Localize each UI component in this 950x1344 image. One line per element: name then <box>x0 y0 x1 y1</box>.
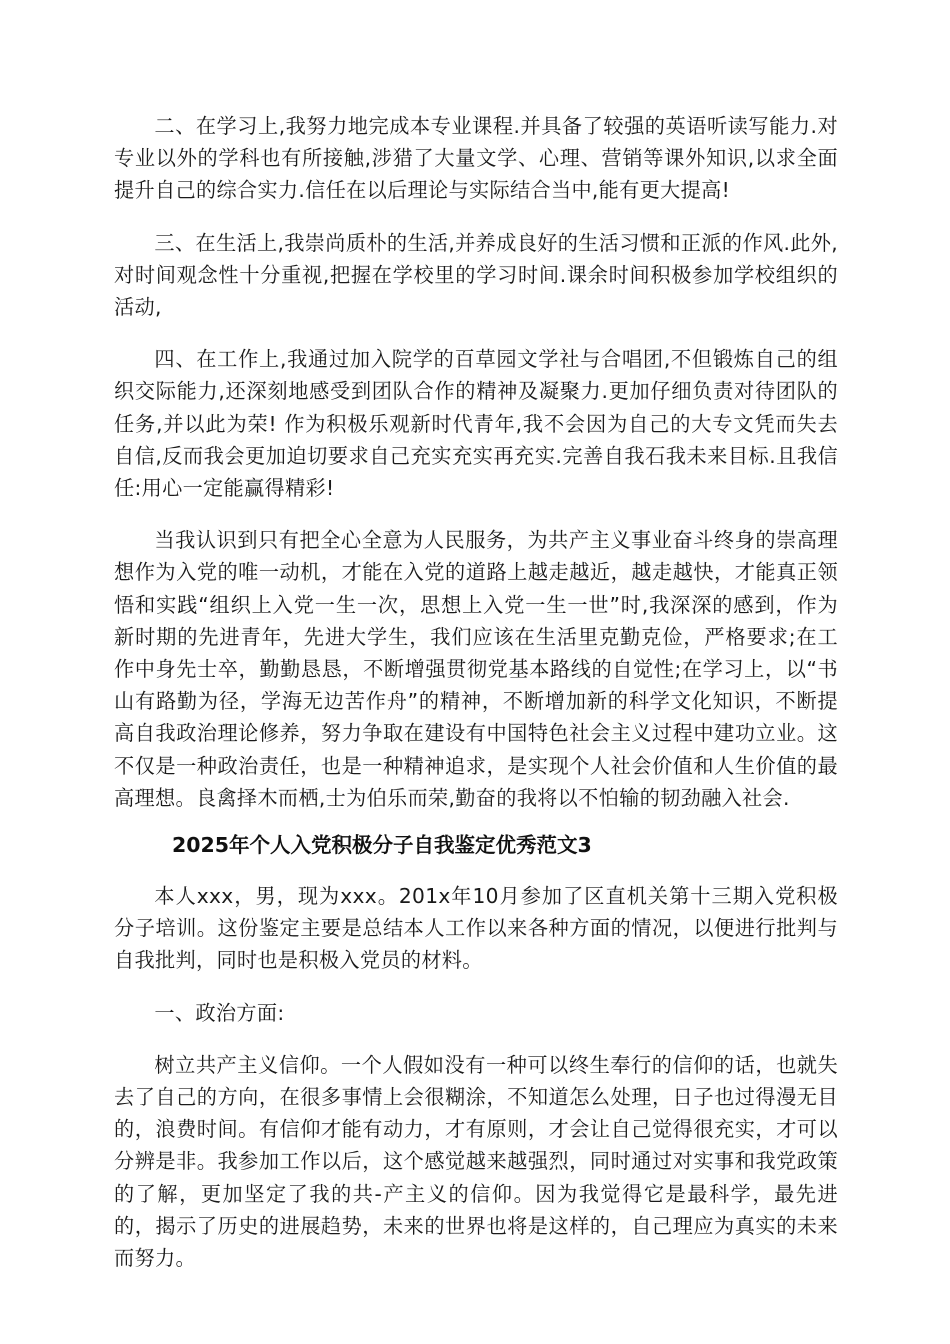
paragraph-work: 四、在工作上,我通过加入院学的百草园文学社与合唱团,不但锻炼自己的组织交际能力,还深刻地感受到团队合作的精神及凝聚力.更加仔细负责对待团队的任务,并以此为荣! 作为积极乐观新时代青年,我不会因为自己的大专文凭而失去自信,反而我会更加迫切要求自己充实充实再充实.完善自我石我未来目标.且我信任:用心一定能赢得精彩! <box>114 347 838 501</box>
document-page <box>114 110 838 1274</box>
paragraph-belief: 树立共产主义信仰。一个人假如没有一种可以终生奉行的信仰的话，也就失去了自己的方向，在很多事情上会很糊涂，不知道怎么处理，日子也过得漫无目的，浪费时间。有信仰才能有动力，才有原则，才会让自己觉得很充实，才可以分辨是非。我参加工作以后，这个感觉越来越强烈，同时通过对实事和我党政策的了解，更加坚定了我的共-产主义的信仰。因为我觉得它是最科学，最先进的，揭示了历史的进展趋势，未来的世界也将是这样的，自己理应为真实的未来而努力。 <box>114 1052 838 1271</box>
paragraph-life: 三、在生活上,我崇尚质朴的生活,并养成良好的生活习惯和正派的作风.此外,对时间观念性十分重视,把握在学校里的学习时间.课余时间积极参加学校组织的活动, <box>114 230 838 320</box>
paragraph-party-motivation: 当我认识到只有把全心全意为人民服务，为共产主义事业奋斗终身的崇高理想作为入党的唯一动机，才能在入党的道路上越走越近，越走越快，才能真正领悟和实践“组织上入党一生一次，思想上入党一生一世”时,我深深的感到，作为新时期的先进青年，先进大学生，我们应该在生活里克勤克俭，严格要求;在工作中身先士卒，勤勤恳恳，不断增强贯彻党基本路线的自觉性;在学习上，以“书山有路勤为径，学海无边苦作舟”的精神，不断增加新的科学文化知识，不断提高自我政治理论修养，努力争取在建设有中国特色社会主义过程中建功立业。这不仅是一种政治责任，也是一种精神追求，是实现个人社会价值和人生价值的最高理想。良禽择木而栖,士为伯乐而荣,勤奋的我将以不怕输的韧劲融入社会. <box>114 528 838 810</box>
paragraph-study: 二、在学习上,我努力地完成本专业课程.并具备了较强的英语听读写能力.对专业以外的学科也有所接触,涉猎了大量文学、心理、营销等课外知识,以求全面提升自己的综合实力.信任在以后理论与实际结合当中,能有更大提高! <box>114 114 838 203</box>
section-heading: 2025年个人入党积极分子自我鉴定优秀范文3 <box>172 833 592 858</box>
paragraph-politics-title: 一、政治方面: <box>154 1000 285 1025</box>
paragraph-intro: 本人xxx，男，现为xxx。201x年10月参加了区直机关第十三期入党积极分子培训。这份鉴定主要是总结本人工作以来各种方面的情况，以便进行批判与自我批判，同时也是积极入党员的材料。 <box>114 884 838 973</box>
